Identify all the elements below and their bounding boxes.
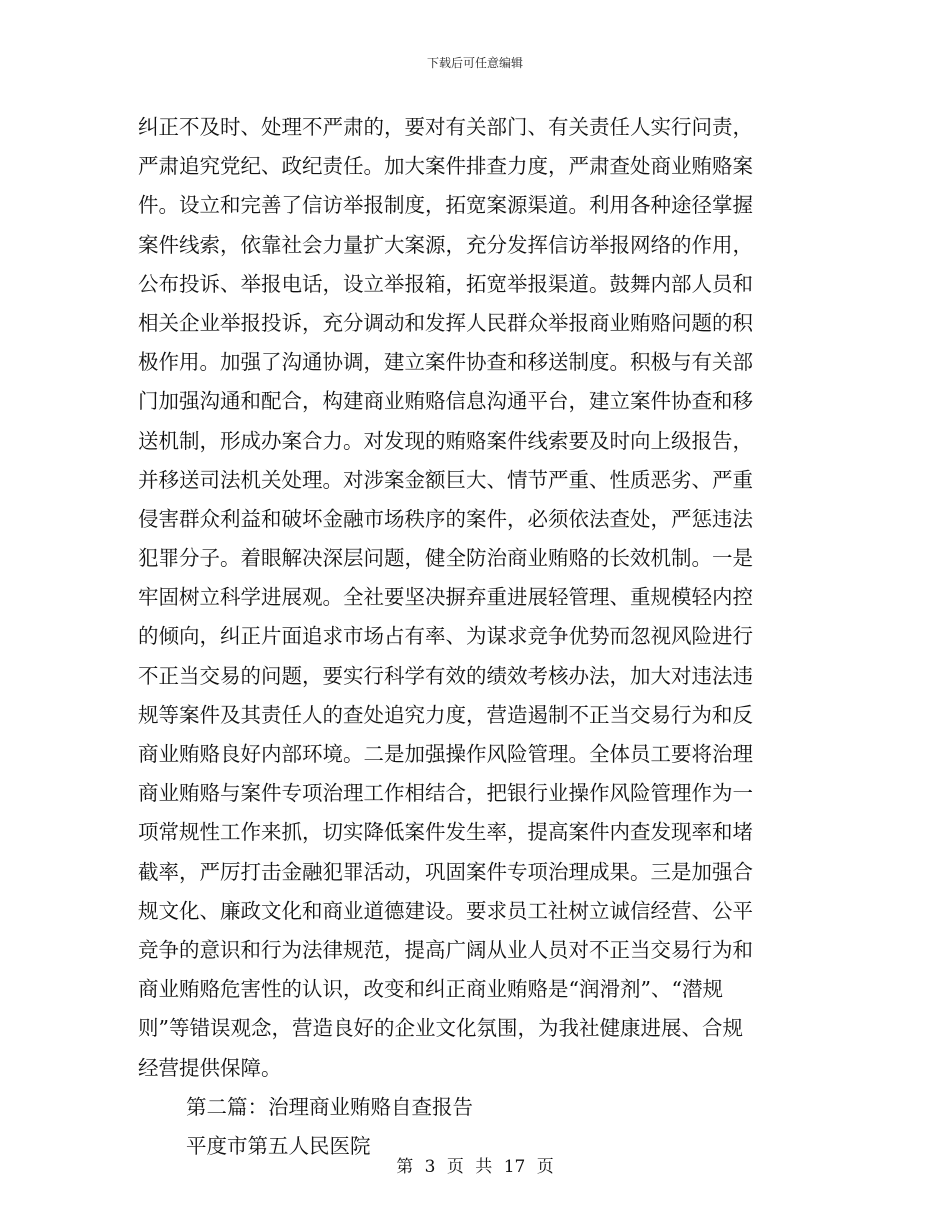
body-line: 规文化、廉政文化和商业道德建设。要求员工社树立诚信经营、公平 xyxy=(138,898,753,923)
section-title: 第二篇：治理商业贿赂自查报告 xyxy=(186,1094,473,1119)
body-line: 则”等错误观念，营造良好的企业文化氛围，为我社健康进展、合规 xyxy=(138,1016,743,1041)
body-line: 商业贿赂与案件专项治理工作相结合，把银行业操作风险管理作为一 xyxy=(138,781,753,806)
body-line: 送机制，形成办案合力。对发现的贿赂案件线索要及时向上级报告， xyxy=(138,428,753,453)
body-line: 项常规性工作来抓，切实降低案件发生率，提高案件内查发现率和堵 xyxy=(138,820,753,845)
body-line: 纠正不及时、处理不严肃的，要对有关部门、有关责任人实行问责， xyxy=(138,115,753,139)
body-line: 并移送司法机关处理。对涉案金额巨大、情节严重、性质恶劣、严重 xyxy=(138,467,753,492)
organization-name: 平度市第五人民医院 xyxy=(186,1133,371,1158)
body-line: 门加强沟通和配合，构建商业贿赂信息沟通平台，建立案件协查和移 xyxy=(138,389,753,414)
body-line: 竞争的意识和行为法律规范，提高广阔从业人员对不正当交易行为和 xyxy=(138,937,753,962)
page-header: 下载后可任意编辑 xyxy=(426,56,523,70)
body-line: 经营提供保障。 xyxy=(138,1055,282,1080)
body-line: 规等案件及其责任人的查处追究力度，营造遏制不正当交易行为和反 xyxy=(138,702,753,727)
body-line: 的倾向，纠正片面追求市场占有率、为谋求竞争优势而忽视风险进行 xyxy=(138,624,753,649)
body-line: 商业贿赂危害性的认识，改变和纠正商业贿赂是“润滑剂”、“潜规 xyxy=(138,977,723,1002)
body-line: 严肃追究党纪、政纪责任。加大案件排查力度，严肃查处商业贿赂案 xyxy=(138,154,753,179)
body-line: 截率，严厉打击金融犯罪活动，巩固案件专项治理成果。三是加强合 xyxy=(138,859,753,884)
body-line: 侵害群众利益和破坏金融市场秩序的案件，必须依法查处，严惩违法 xyxy=(138,506,753,531)
body-line: 不正当交易的问题，要实行科学有效的绩效考核办法，加大对违法违 xyxy=(138,663,753,688)
document-body xyxy=(138,108,828,1166)
body-line: 案件线索，依靠社会力量扩大案源，充分发挥信访举报网络的作用， xyxy=(138,232,753,257)
body-line: 件。设立和完善了信访举报制度，拓宽案源渠道。利用各种途径掌握 xyxy=(138,193,753,218)
body-line: 犯罪分子。着眼解决深层问题，健全防治商业贿赂的长效机制。一是 xyxy=(138,546,753,571)
body-line: 相关企业举报投诉，充分调动和发挥人民群众举报商业贿赂问题的积 xyxy=(138,310,753,335)
body-line: 公布投诉、举报电话，设立举报箱，拓宽举报渠道。鼓舞内部人员和 xyxy=(138,271,753,296)
body-line: 牢固树立科学进展观。全社要坚决摒弃重进展轻管理、重规模轻内控 xyxy=(138,585,753,610)
body-line: 商业贿赂良好内部环境。二是加强操作风险管理。全体员工要将治理 xyxy=(138,742,753,766)
page-footer: 第 3 页 共 17 页 xyxy=(396,1157,554,1177)
body-line: 极作用。加强了沟通协调，建立案件协查和移送制度。积极与有关部 xyxy=(138,350,753,375)
